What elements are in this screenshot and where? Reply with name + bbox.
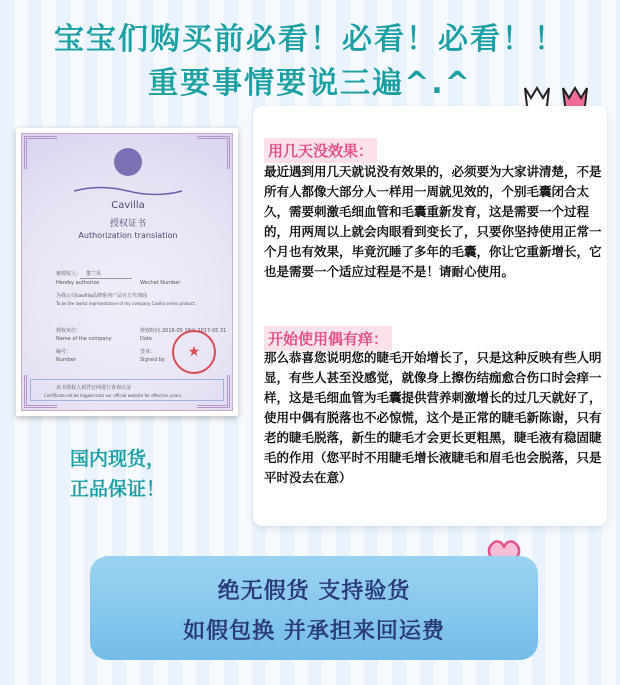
certificate-frame xyxy=(21,133,233,411)
licensee-name: 董兰凤 xyxy=(86,271,102,277)
certificate-statement-en: To be the lawful representative of my company Cavilla series product. xyxy=(56,301,197,306)
certificate-statement: 为我公司cavilla品牌系列产品官方代理商 xyxy=(56,293,148,299)
licensee-underline xyxy=(80,278,132,279)
number-label: 编号： xyxy=(56,349,72,355)
section-no-effect-body: 最近遇到用几天就说没有效果的，必须要为大家讲清楚，不是所有人都像大部分人一样用一周就见效的，个别毛囊闭合太久，需要刺激毛细血管和毛囊重新发育，这是需要一个过程的，用两周以上就会肉眼看到变长了，只要你坚持使用正常一个月也有效果，毕竟沉睡了多年的毛囊，你让它重新增长，它也是需要一个适应过程是不是！请耐心使用。 xyxy=(264,164,602,279)
cavilla-logo xyxy=(114,148,142,176)
certificate-flourish xyxy=(72,186,184,196)
section-no-effect-title: 用几天没效果： xyxy=(264,138,377,163)
date-label: 授权时间： xyxy=(140,328,166,334)
company-en: Name of the company xyxy=(56,336,112,342)
authorization-certificate xyxy=(16,128,238,416)
hereby-authorize: Hereby authorize xyxy=(56,280,100,286)
stock-guarantee-note xyxy=(70,444,165,504)
section-itchy-body: 那么恭喜您说明您的睫毛开始增长了，只是这种反映有些人明显，有些人甚至没感觉，就像身上擦伤结痂愈合伤口时会痒一样，这是毛细血管为毛囊提供营养刺激增长的过几天就好了，使用中偶有脱落也不必惊慌，这个是正常的睫毛新陈谢，只有老的睫毛脱落，新生的睫毛才会更长更粗黑，睫毛液有稳固睫毛的作用（您平时不用睫毛增长液睫毛和眉毛也会脱落，只是平时没去在意） xyxy=(264,350,602,485)
headline-line-1: 宝宝们购买前必看！必看！必看！！ xyxy=(54,22,566,57)
certificate-footer-en: Certificate not be logged onto our official website for effective years. xyxy=(44,393,183,398)
company-seal: ★ xyxy=(172,330,216,374)
date-value: 2016-05 18日 2017-05 31 xyxy=(162,328,227,334)
usage-info-card xyxy=(255,108,605,524)
certificate-brand: Cavilla xyxy=(111,200,145,211)
headline-line-2: 重要事情要说三遍^.^ xyxy=(148,66,472,101)
guarantee-banner xyxy=(90,556,538,660)
signed-label: 签章： xyxy=(140,349,156,355)
stock-note-line-2: 正品保证！ xyxy=(70,478,166,500)
date-en: Date xyxy=(140,336,152,342)
signed-en: Signed by xyxy=(140,357,165,363)
company-label: 授权单位： xyxy=(56,328,82,334)
wechat-number: Wechat Number xyxy=(140,280,181,286)
section-itchy-title: 开始使用偶有痒： xyxy=(264,326,392,351)
certificate-corner-ornament xyxy=(24,136,57,169)
banner-line-1: 绝无假货 支持验货 xyxy=(217,579,411,604)
banner-line-2: 如假包换 并承担来回运费 xyxy=(183,619,445,644)
licensee-label: 被授权人： xyxy=(56,271,82,277)
certificate-footer-cn: 该书授权人须凭官网进行查询认证 xyxy=(56,385,132,391)
certificate-corner-ornament xyxy=(197,136,230,169)
certificate-subtitle: Authorization translation xyxy=(78,231,178,240)
certificate-title: 授权证书 xyxy=(109,219,146,229)
number-en: Number xyxy=(56,357,77,363)
stock-note-line-1: 国内现货， xyxy=(70,448,166,470)
